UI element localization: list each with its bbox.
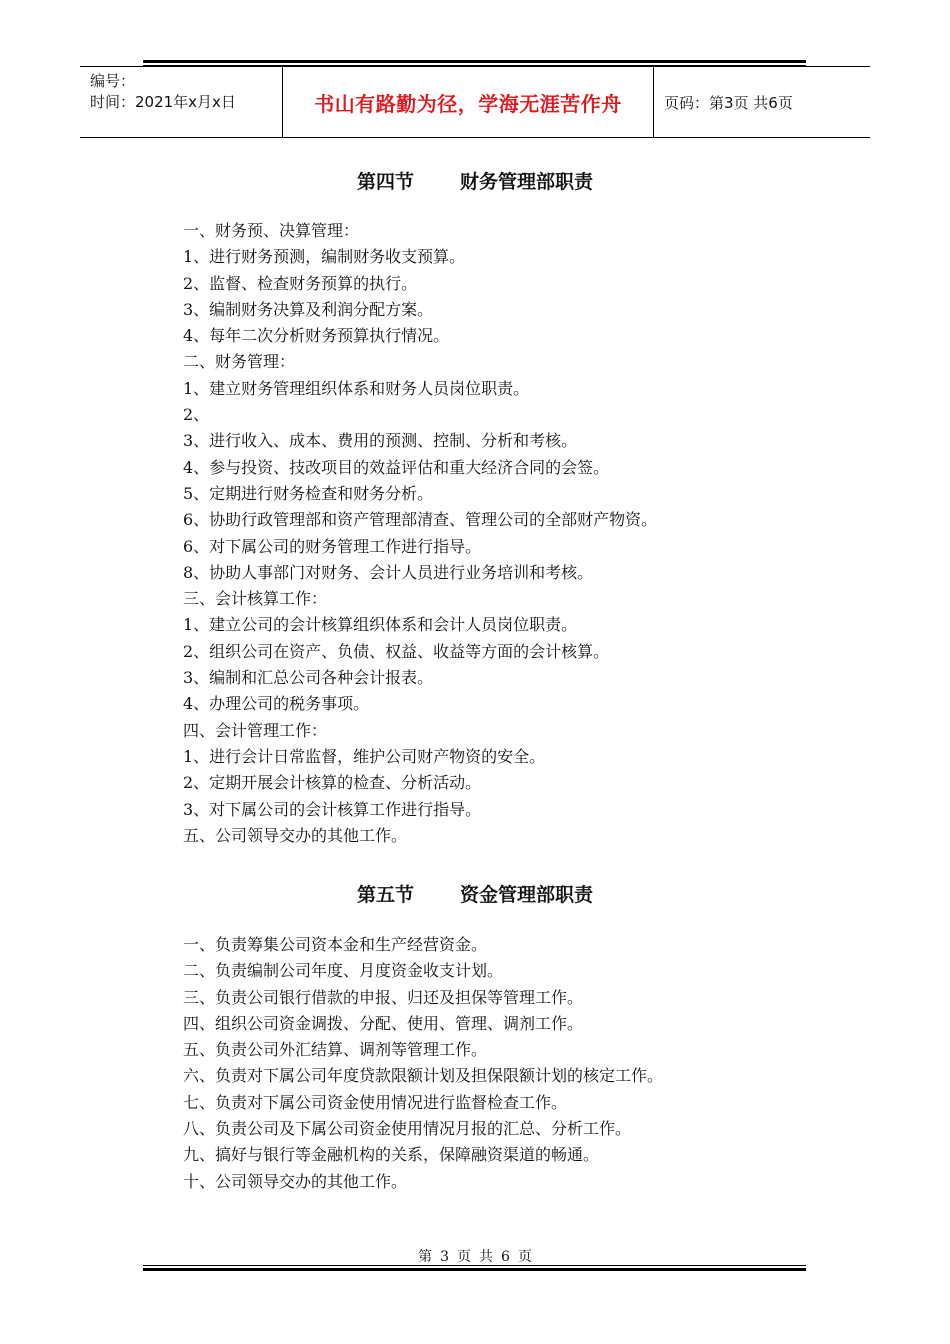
header-page-cell: [654, 67, 870, 137]
list-item: 八、负责公司及下属公司资金使用情况月报的汇总、分析工作。: [183, 1119, 632, 1139]
list-item: 四、会计管理工作：: [183, 720, 328, 740]
list-item: 二、负责编制公司年度、月度资金收支计划。: [183, 961, 504, 981]
list-item: 1、建立财务管理组织体系和财务人员岗位职责。: [183, 378, 530, 398]
header-meta: [80, 67, 282, 137]
bottom-rule-thin: [143, 1265, 806, 1266]
footer-word: 第: [418, 1249, 433, 1265]
section4-title-prefix: 第四节: [356, 171, 414, 193]
list-item: 五、负责公司外汇结算、调剂等管理工作。: [183, 1040, 488, 1060]
list-item: 七、负责对下属公司资金使用情况进行监督检查工作。: [183, 1092, 568, 1112]
header-page-label: 页码：第3页 共6页: [664, 93, 793, 112]
footer-total-pages: 6: [501, 1249, 510, 1265]
doc-time-label: 时间：2021年x月x日: [90, 93, 236, 111]
list-item: 2、: [183, 405, 210, 425]
footer-word: 共: [479, 1249, 493, 1265]
bottom-rule-thick: [143, 1268, 806, 1271]
section4-title: [0, 167, 950, 194]
list-item: 4、每年二次分析财务预算执行情况。: [183, 326, 450, 346]
list-item: 1、进行会计日常监督，维护公司财产物资的安全。: [183, 746, 546, 766]
list-item: 五、公司领导交办的其他工作。: [183, 825, 408, 845]
section4-lines: [183, 218, 657, 849]
list-item: 一、负责筹集公司资本金和生产经营资金。: [183, 935, 488, 954]
section5-title-prefix: 第五节: [356, 884, 414, 906]
list-item: 九、搞好与银行等金融机构的关系，保障融资渠道的畅通。: [183, 1145, 600, 1165]
section5-title-text: 资金管理部职责: [460, 884, 594, 906]
footer-word: 页: [457, 1249, 471, 1265]
list-item: 3、进行收入、成本、费用的预测、控制、分析和考核。: [183, 431, 578, 451]
list-item: 2、监督、检查财务预算的执行。: [183, 273, 418, 293]
list-item: 十、公司领导交办的其他工作。: [183, 1171, 408, 1191]
list-item: 一、财务预、决算管理：: [183, 221, 360, 240]
list-item: 3、编制和汇总公司各种会计报表。: [183, 668, 434, 688]
list-item: 4、参与投资、技改项目的效益评估和重大经济合同的会签。: [183, 457, 610, 477]
list-item: 2、组织公司在资产、负债、权益、收益等方面的会计核算。: [183, 641, 610, 661]
footer-word: 页: [517, 1249, 532, 1265]
header-motto-cell: [282, 67, 654, 137]
list-item: 2、定期开展会计核算的检查、分析活动。: [183, 773, 482, 793]
footer-page-number: 3: [440, 1249, 449, 1265]
list-item: 三、负责公司银行借款的申报、归还及担保等管理工作。: [183, 987, 584, 1007]
list-item: 5、定期进行财务检查和财务分析。: [183, 483, 434, 503]
page-footer: [0, 1246, 950, 1266]
top-rule-thick: [143, 60, 806, 63]
list-item: 二、财务管理：: [183, 352, 296, 372]
list-item: 8、协助人事部门对财务、会计人员进行业务培训和考核。: [183, 562, 594, 582]
section5-title: [0, 880, 950, 907]
list-item: 1、建立公司的会计核算组织体系和会计人员岗位职责。: [183, 615, 578, 635]
list-item: 三、会计核算工作：: [183, 589, 328, 609]
list-item: 四、组织公司资金调拨、分配、使用、管理、调剂工作。: [183, 1013, 584, 1033]
list-item: 1、进行财务预测，编制财务收支预算。: [183, 247, 466, 267]
list-item: 3、对下属公司的会计核算工作进行指导。: [183, 799, 482, 819]
list-item: 6、协助行政管理部和资产管理部清查、管理公司的全部财产物资。: [183, 510, 658, 530]
list-item: 6、对下属公司的财务管理工作进行指导。: [183, 536, 482, 556]
header-motto: 书山有路勤为径，学海无涯苦作舟: [314, 91, 622, 116]
section4-title-text: 财务管理部职责: [460, 171, 594, 193]
doc-number-label: 编号：: [90, 72, 136, 90]
list-item: 六、负责对下属公司年度贷款限额计划及担保限额计划的核定工作。: [183, 1066, 664, 1086]
section5-lines: [183, 932, 663, 1195]
header-table: [80, 66, 870, 138]
list-item: 3、编制财务决算及利润分配方案。: [183, 299, 434, 319]
list-item: 4、办理公司的税务事项。: [183, 694, 370, 714]
